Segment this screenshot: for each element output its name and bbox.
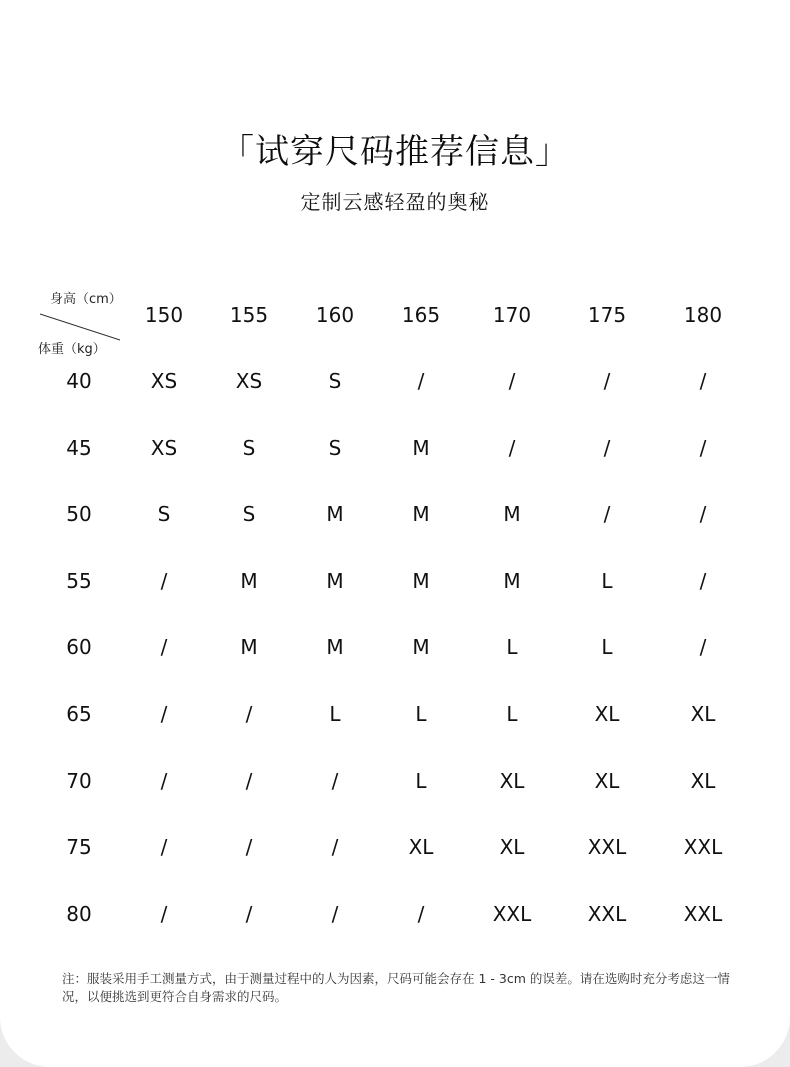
size-cell: / xyxy=(508,435,516,460)
size-cell: / xyxy=(160,635,168,660)
size-cell: L xyxy=(415,768,427,793)
size-cell: M xyxy=(412,502,430,527)
weight-row-label: 45 xyxy=(66,435,92,460)
size-cell: / xyxy=(603,435,611,460)
size-cell: XXL xyxy=(683,901,723,926)
size-cell: / xyxy=(160,835,168,860)
weight-row-label: 40 xyxy=(66,369,92,393)
size-cell: / xyxy=(160,568,168,593)
size-cell: / xyxy=(245,702,253,726)
size-cell: XL xyxy=(690,768,716,793)
size-cell: / xyxy=(417,369,425,393)
size-cell: / xyxy=(699,369,707,393)
height-header-cell: 155 xyxy=(229,303,269,327)
height-axis-label: 身高（cm） xyxy=(50,292,122,307)
size-cell: M xyxy=(412,635,430,660)
size-cell: S xyxy=(328,369,342,393)
size-cell: XXL xyxy=(683,835,723,860)
weight-row-label: 75 xyxy=(66,835,92,860)
size-cell: L xyxy=(601,635,613,660)
size-cell: XXL xyxy=(587,835,627,860)
size-cell: XL xyxy=(499,835,525,860)
size-cell: / xyxy=(331,901,339,926)
size-cell: S xyxy=(328,435,342,460)
size-cell: XL xyxy=(408,835,434,860)
weight-row-label: 80 xyxy=(66,901,92,926)
height-header-cell: 160 xyxy=(315,303,355,327)
height-header-cell: 175 xyxy=(587,303,627,327)
size-cell: S xyxy=(157,502,171,527)
height-header-cell: 165 xyxy=(401,303,441,327)
size-cell: L xyxy=(329,702,341,726)
height-header-cell: 170 xyxy=(492,303,532,327)
weight-axis-label: 体重（kg） xyxy=(38,342,106,357)
page-subtitle: 定制云感轻盈的奥秘 xyxy=(300,190,490,214)
size-cell: XXL xyxy=(492,901,532,926)
height-header-cell: 180 xyxy=(683,303,723,327)
size-cell: / xyxy=(245,901,253,926)
size-cell: M xyxy=(240,568,258,593)
size-cell: / xyxy=(699,502,707,527)
size-cell: XL xyxy=(690,702,716,726)
size-cell: L xyxy=(506,702,518,726)
size-cell: / xyxy=(160,901,168,926)
size-cell: / xyxy=(508,369,516,393)
weight-row-label: 60 xyxy=(66,635,92,660)
weight-row-label: 50 xyxy=(66,502,92,527)
size-cell: / xyxy=(603,369,611,393)
size-cell: M xyxy=(412,435,430,460)
size-cell: S xyxy=(242,435,256,460)
size-cell: M xyxy=(326,568,344,593)
size-cell: L xyxy=(506,635,518,660)
size-cell: XS xyxy=(235,369,263,393)
height-header-cell: 150 xyxy=(144,303,184,327)
size-cell: XXL xyxy=(587,901,627,926)
size-cell: M xyxy=(503,568,521,593)
size-cell: M xyxy=(326,502,344,527)
table-corner-header xyxy=(36,288,126,358)
page-title: 「试穿尺码推荐信息」 xyxy=(220,132,570,172)
measurement-note: 注：服装采用手工测量方式，由于测量过程中的人为因素，尺码可能会存在 1 - 3cm 的误差。请在选购时充分考虑这一情况，以便挑选到更符合自身需求的尺码。 xyxy=(62,971,730,1004)
weight-row-label: 55 xyxy=(66,568,92,593)
size-cell: / xyxy=(603,502,611,527)
size-cell: M xyxy=(503,502,521,527)
size-cell: XL xyxy=(594,702,620,726)
size-cell: XS xyxy=(150,369,178,393)
weight-row-label: 70 xyxy=(66,768,92,793)
size-cell: L xyxy=(601,568,613,593)
size-cell: XL xyxy=(594,768,620,793)
weight-row-label: 65 xyxy=(66,702,92,726)
size-cell: XS xyxy=(150,435,178,460)
size-cell: / xyxy=(245,835,253,860)
size-cell: / xyxy=(160,702,168,726)
size-cell: / xyxy=(331,768,339,793)
size-cell: L xyxy=(415,702,427,726)
size-cell: S xyxy=(242,502,256,527)
size-cell: M xyxy=(240,635,258,660)
size-cell: / xyxy=(160,768,168,793)
size-cell: M xyxy=(326,635,344,660)
size-cell: / xyxy=(699,435,707,460)
size-cell: M xyxy=(412,568,430,593)
size-cell: / xyxy=(699,568,707,593)
size-cell: / xyxy=(699,635,707,660)
size-cell: / xyxy=(245,768,253,793)
size-cell: / xyxy=(417,901,425,926)
size-cell: XL xyxy=(499,768,525,793)
size-cell: / xyxy=(331,835,339,860)
